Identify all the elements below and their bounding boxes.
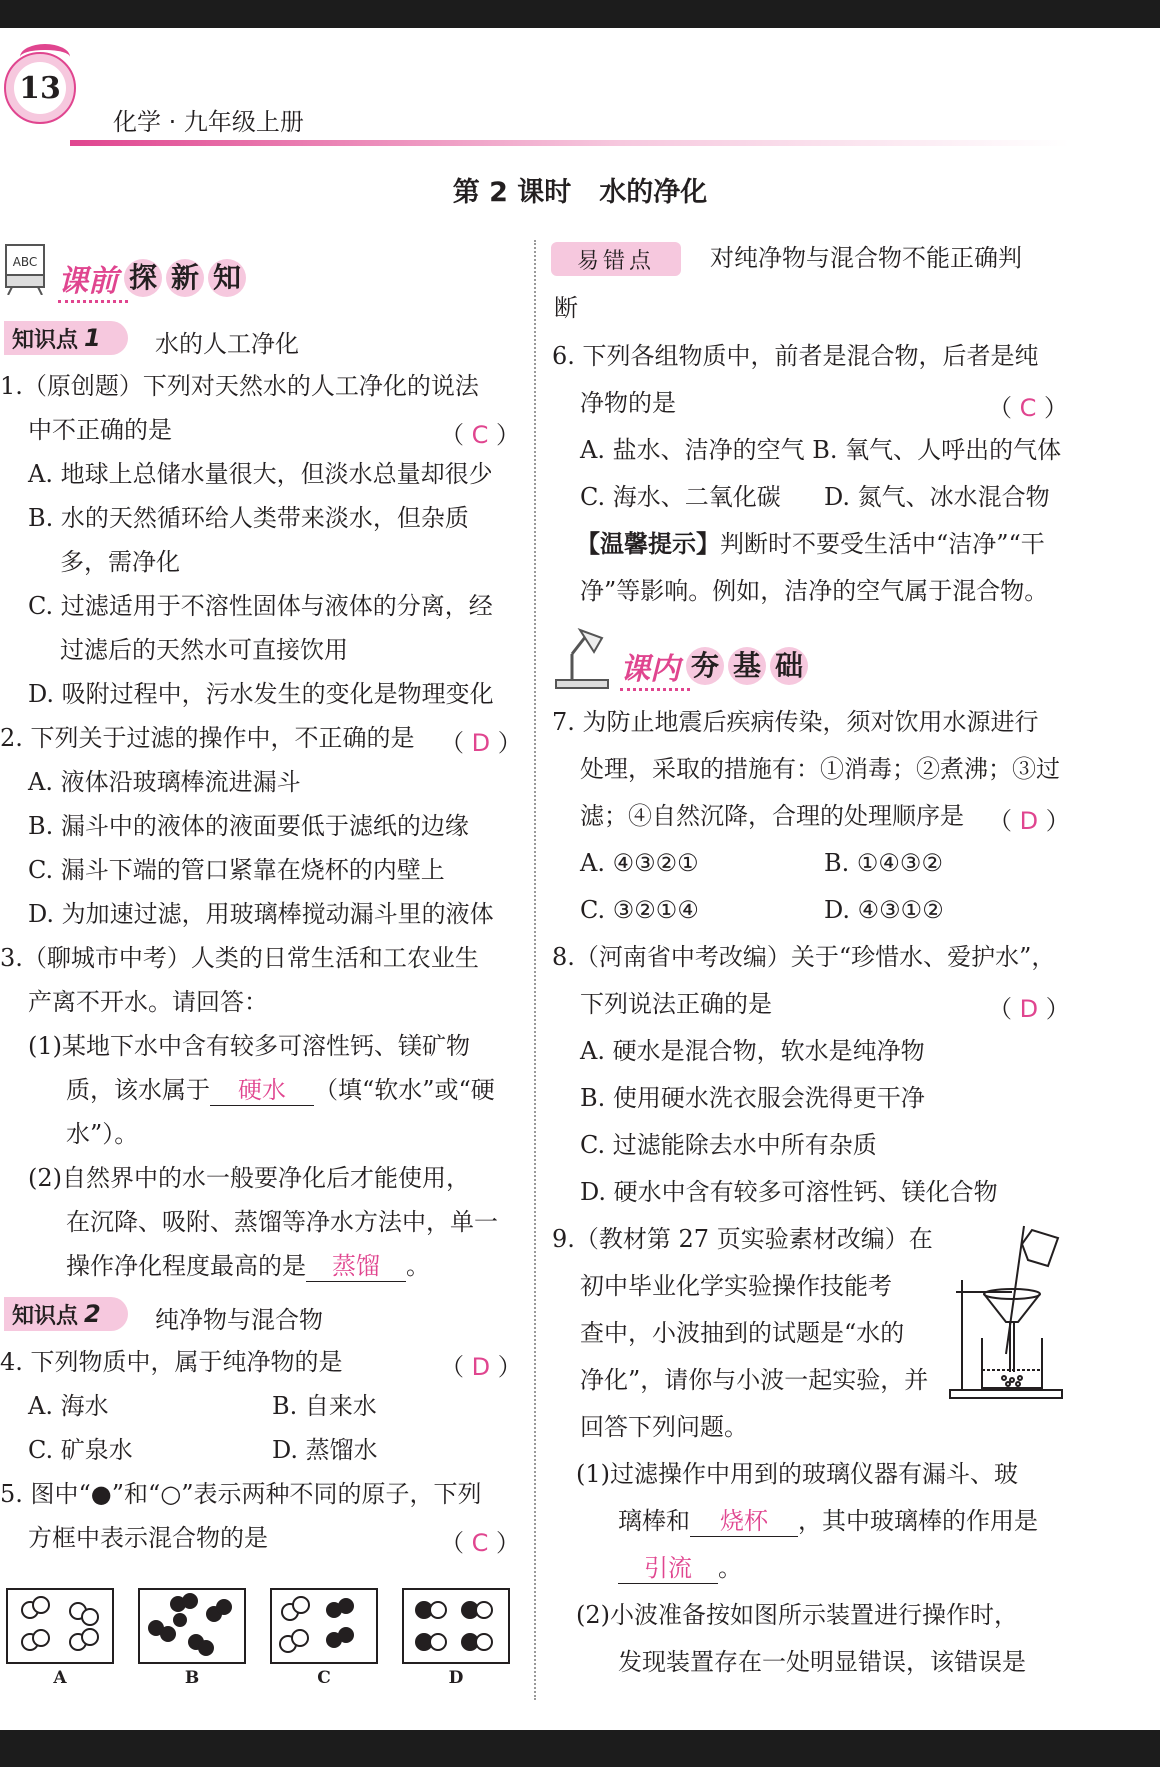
q2-option-c: C. 漏斗下端的管口紧靠在烧杯的内壁上 [28,856,445,884]
molecule-label-d: D [448,1668,464,1688]
section-header-word: 课内 [620,652,680,687]
q4-option-d: D. 蒸馏水 [272,1436,378,1464]
q8-option-b: B. 使用硬水洗衣服会洗得更干净 [580,1084,925,1112]
q5-answer-paren: （ C ） [440,1529,521,1557]
q8-stem-cont: 下列说法正确的是 [580,990,772,1018]
tip-text: 判断时不要受生活中“洁净”“干 [720,530,1045,558]
q6-answer: C [1019,394,1037,422]
knowledge-point-badge [4,1297,128,1331]
knowledge-point-title: 水的人工净化 [155,330,299,358]
q9-stem-l3: 查中，小波抽到的试题是“水的 [580,1319,905,1347]
q1-answer-paren: （ C ） [440,421,521,449]
q8-option-d: D. 硬水中含有较多可溶性钙、镁化合物 [580,1178,998,1206]
q9-stem: 9.（教材第 27 页实验素材改编）在 [552,1225,933,1253]
svg-text:ABC: ABC [12,255,38,269]
section-header-preview [58,256,246,300]
tip-label: 【温馨提示】 [576,530,720,558]
lesson-title [0,170,1160,209]
section-header-char: 新 [166,259,204,297]
q3-sub1-text: 质，该水属于 [66,1076,210,1104]
q3-sub2-text: 操作净化程度最高的是 [66,1252,306,1280]
molecule-diagram-d [404,1590,508,1662]
q9-sub2-cont: 发现装置存在一处明显错误，该错误是 [618,1648,1026,1676]
section-header-char: 基 [728,647,766,685]
q6-stem-cont: 净物的是 [580,389,676,417]
q7-stem-cont: 处理，采取的措施有：①消毒；②煮沸；③过 [580,755,1060,783]
section-header-char: 探 [124,259,162,297]
q2-answer: D [471,729,491,757]
molecule-diagram-b [140,1590,244,1662]
q6-answer-paren: （ C ） [988,394,1069,422]
q4-stem: 4. 下列物质中，属于纯净物的是 [0,1348,343,1376]
q1-option-c: C. 过滤适用于不溶性固体与液体的分离，经 [28,592,493,620]
q3-sub1: (1)某地下水中含有较多可溶性钙、镁矿物 [28,1032,470,1060]
q3-sub1-cont [66,1075,495,1106]
q6-tip [576,529,1045,559]
molecule-label-b: B [184,1668,200,1688]
q7-option-d: D. ④③①② [824,896,944,924]
q6-options-ab: A. 盐水、洁净的空气 B. 氧气、人呼出的气体 [580,436,1062,464]
q1-option-d: D. 吸附过程中，污水发生的变化是物理变化 [28,680,494,708]
q1-stem-cont: 中不正确的是 [28,416,172,444]
lesson-topic: 水的净化 [599,177,708,208]
book-title: 化学 · 九年级上册 [113,108,304,136]
header-rule [70,140,1070,146]
lesson-number: 第 2 课时 [452,177,572,208]
page-number: 13 [14,62,66,114]
q9-sub1: (1)过滤操作中用到的玻璃仪器有漏斗、玻 [576,1460,1018,1488]
q6-option-d: D. 氮气、冰水混合物 [824,483,1050,511]
q2-stem: 2. 下列关于过滤的操作中，不正确的是 [0,724,415,752]
q1-option-b-cont: 多，需净化 [60,548,180,576]
q7-answer: D [1019,807,1039,835]
q9-stem-l2: 初中毕业化学实验操作技能考 [580,1272,892,1300]
q2-option-a: A. 液体沿玻璃棒流进漏斗 [28,768,301,796]
q3-sub1-end: 水”）。 [66,1120,139,1148]
q5-stem: 5. 图中“●”和“○”表示两种不同的原子，下列 [0,1480,482,1508]
q9-sub1-end-text: 。 [718,1554,742,1582]
knowledge-point-title: 纯净物与混合物 [155,1306,323,1334]
q4-option-a: A. 海水 [28,1392,109,1420]
section-header-dots [620,688,690,691]
q1-stem: 1.（原创题）下列对天然水的人工净化的说法 [0,372,479,400]
molecule-label-a: A [53,1668,67,1688]
q1-option-b: B. 水的天然循环给人类带来淡水，但杂质 [28,504,469,532]
q9-stem-l5: 回答下列问题。 [580,1413,748,1441]
molecule-box-d [402,1588,510,1664]
column-divider [534,240,536,1700]
q9-stem-l4: 净化”，请你与小波一起实验，并 [580,1366,929,1394]
knowledge-point-number: 2 [84,1300,101,1328]
molecule-diagram-a [8,1590,112,1662]
section-header-dots [58,300,128,303]
q3-sub2-cont: 在沉降、吸附、蒸馏等净水方法中，单一 [66,1208,498,1236]
q6-option-c: C. 海水、二氧化碳 [580,483,781,511]
knowledge-point-label: 知识点 [12,1303,79,1329]
q7-stem-end: 滤；④自然沉降，合理的处理顺序是 [580,802,964,830]
q8-option-a: A. 硬水是混合物，软水是纯净物 [580,1037,925,1065]
page-number-badge [4,52,76,124]
q2-option-d: D. 为加速过滤，用玻璃棒搅动漏斗里的液体 [28,900,494,928]
q8-stem: 8.（河南省中考改编）关于“珍惜水、爱护水”， [552,943,1056,971]
q5-stem-cont: 方框中表示混合物的是 [28,1524,268,1552]
q4-answer: D [471,1353,491,1381]
abc-board-icon [4,243,46,295]
q7-stem: 7. 为防止地震后疾病传染，须对饮用水源进行 [552,708,1039,736]
error-prone-badge: 易错点 [551,242,681,276]
q6-stem: 6. 下列各组物质中，前者是混合物，后者是纯 [552,342,1039,370]
bottom-margin [0,1730,1160,1767]
q8-option-c: C. 过滤能除去水中所有杂质 [580,1131,877,1159]
knowledge-point-number: 1 [84,324,101,352]
section-header-word: 课前 [58,264,118,299]
q9-sub2: (2)小波准备按如图所示装置进行操作时， [576,1601,1018,1629]
q5-answer: C [471,1529,489,1557]
section-header-char: 础 [770,647,808,685]
q4-option-b: B. 自来水 [272,1392,377,1420]
q7-answer-paren: （ D ） [988,807,1070,835]
q1-option-a: A. 地球上总储水量很大，但淡水总量却很少 [28,460,493,488]
q7-option-a: A. ④③②① [580,849,699,877]
error-prone-title-cont: 断 [554,294,578,322]
q9-sub1-answer-blank-2: 引流 [618,1553,718,1584]
desk-lamp-icon [552,624,612,690]
q3-sub2-answer-blank: 蒸馏 [306,1251,406,1282]
q9-sub1-end [618,1553,742,1584]
q3-sub2: (2)自然界中的水一般要净化后才能使用， [28,1164,470,1192]
error-prone-title: 对纯净物与混合物不能正确判 [710,244,1022,272]
q2-option-b: B. 漏斗中的液体的液面要低于滤纸的边缘 [28,812,469,840]
q8-answer-paren: （ D ） [988,995,1070,1023]
filtration-apparatus-figure [948,1222,1064,1404]
q9-sub1-answer-blank-1: 烧杯 [690,1506,798,1537]
knowledge-point-badge [4,321,128,355]
q3-sub1-answer-blank: 硬水 [210,1075,314,1106]
q3-stem-cont: 产离不开水。请回答： [28,988,268,1016]
q1-option-c-cont: 过滤后的天然水可直接饮用 [60,636,348,664]
section-header-classroom [620,644,808,688]
q3-sub2-text-b: 。 [406,1252,430,1280]
q9-sub1-cont [618,1506,1038,1537]
q9-sub1-text-b: ，其中玻璃棒的作用是 [798,1507,1038,1535]
molecule-box-a [6,1588,114,1664]
molecule-box-c [270,1588,378,1664]
q7-option-b: B. ①④③② [824,849,943,877]
q3-sub2-end [66,1251,430,1282]
q2-answer-paren: （ D ） [440,729,522,757]
q3-sub1-text-b: （填“软水”或“硬 [314,1076,495,1104]
q7-option-c: C. ③②①④ [580,896,699,924]
q1-answer: C [471,421,489,449]
q3-stem: 3.（聊城市中考）人类的日常生活和工农业生 [0,944,479,972]
knowledge-point-label: 知识点 [12,327,79,353]
q6-tip-cont: 净”等影响。例如，洁净的空气属于混合物。 [580,577,1049,605]
q4-option-c: C. 矿泉水 [28,1436,133,1464]
q4-answer-paren: （ D ） [440,1353,522,1381]
molecule-diagram-c [272,1590,376,1662]
section-header-char: 夯 [686,647,724,685]
section-header-char: 知 [208,259,246,297]
q8-answer: D [1019,995,1039,1023]
q9-sub1-text: 璃棒和 [618,1507,690,1535]
molecule-box-b [138,1588,246,1664]
molecule-label-c: C [317,1668,331,1688]
